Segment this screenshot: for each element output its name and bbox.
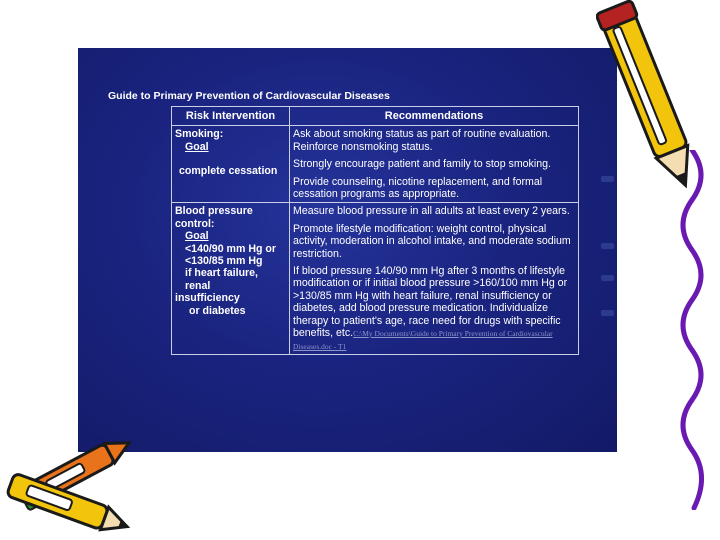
risk-heading: Blood pressure control:: [175, 205, 253, 230]
risk-heading: Smoking:: [175, 128, 224, 141]
goal-line: <140/90 mm Hg or: [185, 242, 276, 255]
recommendation: Ask about smoking status as part of routine evaluation. Reinforce nonsmoking status.: [293, 128, 551, 153]
decorative-dash: [601, 275, 614, 281]
risk-cell-smoking: [172, 126, 290, 203]
table-row: [172, 203, 579, 354]
goal-label: Goal: [185, 140, 209, 153]
recommendations-cell-blood-pressure: [290, 203, 579, 354]
goal-label: Goal: [185, 230, 209, 243]
decorative-dash: [601, 243, 614, 249]
recommendation: Provide counseling, nicotine replacement, and formal cessation programs as appropriate.: [293, 175, 543, 201]
table-row: [172, 126, 579, 203]
recommendation: Strongly encourage patient and family to stop smoking.: [293, 158, 551, 171]
recommendation: Promote lifestyle modification: weight control, physical activity, moderation in alcohol intake, and moderate sodium restriction.: [293, 222, 571, 260]
header-risk-intervention: Risk Intervention: [172, 107, 290, 126]
recommendations-cell-smoking: [290, 126, 579, 203]
goal-text: complete cessation: [179, 165, 278, 178]
goal-line: <130/85 mm Hg: [185, 255, 263, 268]
squiggle-icon: [672, 150, 716, 510]
file-link[interactable]: C:\My Documents\Guide to Primary Prevention of Cardiovascular Diseases.doc - T1: [293, 329, 553, 351]
goal-line: if heart failure,: [185, 267, 258, 280]
risk-cell-blood-pressure: [172, 203, 290, 354]
goal-line: or diabetes: [189, 304, 246, 317]
recommendation-text: If blood pressure 140/90 mm Hg after 3 months of lifestyle modification or if initial blood pressure >160/100 mm Hg or >130/85 mm Hg with heart failure, renal insufficiency or diabetes, add blood pressure medication. Individualize therapy to patient's age, race need for drugs with specific benefits, etc.: [293, 265, 568, 340]
goal-line: renal: [185, 279, 211, 292]
recommendation-last: [293, 265, 575, 352]
header-recommendations: Recommendations: [290, 107, 579, 126]
slide-title: Guide to Primary Prevention of Cardiovascular Diseases: [108, 90, 390, 102]
crayon-icon: [0, 428, 150, 540]
decorative-dash: [601, 310, 614, 316]
recommendation: Measure blood pressure in all adults at least every 2 years.: [293, 205, 570, 218]
goal-line: insufficiency: [175, 292, 240, 305]
prevention-table: [171, 106, 579, 355]
table-header-row: [172, 107, 579, 126]
